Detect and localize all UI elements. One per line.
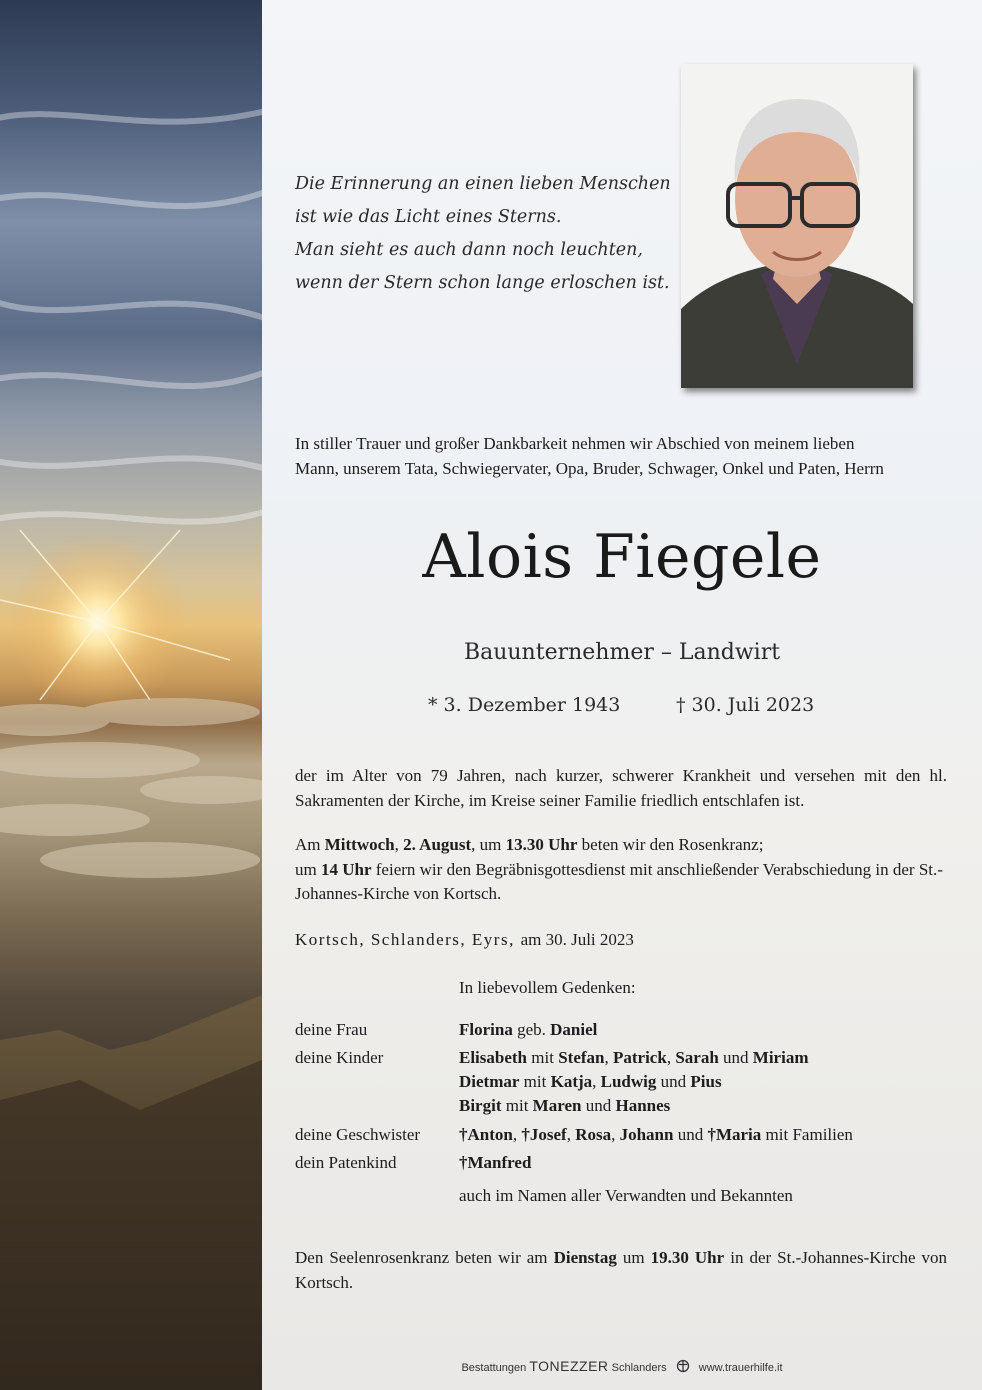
- funeral-day: Mittwoch: [324, 835, 395, 854]
- text: , um: [471, 835, 502, 854]
- children-line-2: Dietmar mit Katja, Ludwig und Pius: [459, 1072, 722, 1091]
- text: feiern wir den Begräbnisgottesdienst mit anschließender Verabschiedung in der St.-Johannes-Kirche von Kortsch.: [295, 859, 943, 903]
- children-line-1: Elisabeth mit Stefan, Patrick, Sarah und Miriam: [459, 1048, 809, 1067]
- name: Katja: [550, 1072, 593, 1091]
- text: mit Familien: [765, 1125, 853, 1144]
- name: Daniel: [550, 1020, 598, 1039]
- poem-line: Man sieht es auch dann noch leuchten,: [295, 240, 643, 260]
- place-date: [295, 930, 634, 950]
- decorative-side-image: [0, 0, 262, 1390]
- name: †Anton: [459, 1125, 513, 1144]
- intro-text: In stiller Trauer und großer Dankbarkeit nehmen wir Abschied von meinem lieben Mann, unserem Tata, Schwiegervater, Opa, Bruder, Schwager, Onkel und Paten, Herrn: [295, 434, 884, 478]
- death-date: † 30. Juli 2023: [676, 694, 815, 716]
- poem-line: ist wie das Licht eines Sterns.: [295, 207, 562, 227]
- sunset-landscape-image: [0, 0, 262, 1390]
- poem-line: Die Erinnerung an einen lieben Menschen: [295, 174, 671, 194]
- text: und: [677, 1125, 704, 1144]
- name: Pius: [690, 1072, 722, 1091]
- rosary-note: [295, 1246, 947, 1295]
- rosary-time: 19.30 Uhr: [650, 1248, 725, 1267]
- name: Sarah: [675, 1048, 719, 1067]
- wife-entry: [459, 1018, 597, 1042]
- name: Rosa: [575, 1125, 612, 1144]
- text: und: [723, 1048, 749, 1067]
- memory-heading: In liebevollem Gedenken:: [459, 978, 636, 997]
- name: †Josef: [521, 1125, 567, 1144]
- name: †Manfred: [459, 1153, 532, 1172]
- rosary-time: 13.30 Uhr: [505, 835, 578, 854]
- text: mit: [523, 1072, 547, 1091]
- godchild-label: dein Patenkind: [295, 1153, 397, 1172]
- footer-prefix: Bestattungen: [461, 1362, 527, 1374]
- footer-url[interactable]: www.trauerhilfe.it: [698, 1362, 783, 1374]
- profession: Bauunternehmer – Landwirt: [463, 640, 781, 665]
- name: Miriam: [752, 1048, 809, 1067]
- rosary-day: Dienstag: [553, 1248, 617, 1267]
- name: Maren: [532, 1096, 582, 1115]
- death-paragraph: der im Alter von 79 Jahren, nach kurzer, schwerer Krankheit und versehen mit den hl. Sakramenten der Kirche, im Kreise seiner Familie friedlich entschlafen ist.: [295, 766, 947, 810]
- siblings-entry: †Anton, †Josef, Rosa, Johann und †Maria mit Familien: [459, 1125, 853, 1144]
- portrait-image: [681, 64, 913, 388]
- children-label: deine Kinder: [295, 1048, 384, 1067]
- text: und: [585, 1096, 612, 1115]
- text: Am: [295, 835, 321, 854]
- text: mit: [531, 1048, 554, 1067]
- funeral-date: 2. August: [403, 835, 472, 854]
- name: Johann: [619, 1125, 674, 1144]
- date: am 30. Juli 2023: [520, 930, 634, 949]
- trauerhilfe-logo-icon: [674, 1359, 692, 1373]
- footer: [262, 1358, 982, 1374]
- funeral-paragraph: Am Mittwoch, 2. August, um 13.30 Uhr beten wir den Rosenkranz; um 14 Uhr feiern wir den Begräbnisgottesdienst mit anschließender Verabschiedung in der St.-Johannes-Kirche von Kortsch.: [295, 835, 943, 903]
- name: Florina: [459, 1020, 513, 1039]
- name: Stefan: [558, 1048, 605, 1067]
- godchild-entry: [459, 1151, 531, 1175]
- text: und: [660, 1072, 687, 1091]
- deceased-name: Alois Fiegele: [422, 522, 822, 592]
- name: Hannes: [615, 1096, 671, 1115]
- name: Elisabeth: [459, 1048, 528, 1067]
- portrait-photo: [681, 64, 913, 388]
- text: mit: [505, 1096, 529, 1115]
- text: in der St.-Johannes-Kirche von Kortsch.: [295, 1248, 948, 1292]
- text: um: [622, 1248, 645, 1267]
- children-line-3: [459, 1094, 670, 1118]
- wife-label: deine Frau: [295, 1020, 368, 1039]
- name: Dietmar: [459, 1072, 520, 1091]
- birth-date: * 3. Dezember 1943: [428, 694, 621, 716]
- poem-line: wenn der Stern schon lange erloschen ist.: [295, 273, 670, 293]
- name: Birgit: [459, 1096, 502, 1115]
- text: um: [295, 859, 317, 879]
- service-time: 14 Uhr: [320, 859, 372, 879]
- footer-town: Schlanders: [611, 1362, 667, 1374]
- poem: [295, 168, 671, 300]
- name: Patrick: [612, 1048, 667, 1067]
- siblings-label: deine Geschwister: [295, 1125, 421, 1144]
- name: †Maria: [707, 1125, 762, 1144]
- text: Den Seelenrosenkranz beten wir am: [295, 1248, 548, 1267]
- footer-brand: TONEZZER: [529, 1358, 609, 1374]
- name: Ludwig: [600, 1072, 657, 1091]
- text: beten wir den Rosenkranz;: [581, 835, 764, 854]
- also-note: auch im Namen aller Verwandten und Bekannten: [459, 1186, 793, 1205]
- place: Kortsch, Schlanders, Eyrs,: [295, 930, 515, 949]
- text: geb.: [517, 1020, 546, 1039]
